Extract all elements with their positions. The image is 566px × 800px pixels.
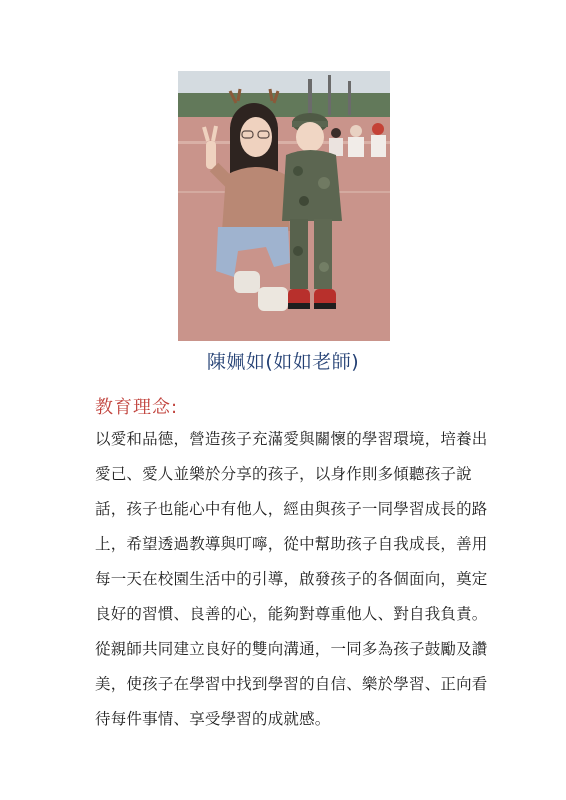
philosophy-line: 以愛和品德，營造孩子充滿愛與關懷的學習環境，培養出 [95,430,488,448]
philosophy-line: 待每件事情、享受學習的成就感。 [95,710,331,728]
philosophy-heading: 教育理念: [95,397,179,418]
philosophy-paragraph [95,422,487,737]
philosophy-line: 話，孩子也能心中有他人，經由與孩子一同學習成長的路 [95,500,488,518]
philosophy-line: 愛己、愛人並樂於分享的孩子，以身作則多傾聽孩子說 [95,465,472,483]
teacher-photo [178,71,390,341]
philosophy-line: 美，使孩子在學習中找到學習的自信、樂於學習、正向看 [95,675,488,693]
philosophy-line: 上，希望透過教導與叮嚀，從中幫助孩子自我成長，善用 [95,535,488,553]
philosophy-line: 良好的習慣、良善的心，能夠對尊重他人、對自我負責。 [95,605,488,623]
philosophy-line: 從親師共同建立良好的雙向溝通，一同多為孩子鼓勵及讚 [95,640,488,658]
teacher-name: 陳姵如(如如老師) [206,351,360,373]
philosophy-line: 每一天在校園生活中的引導，啟發孩子的各個面向，奠定 [95,570,488,588]
